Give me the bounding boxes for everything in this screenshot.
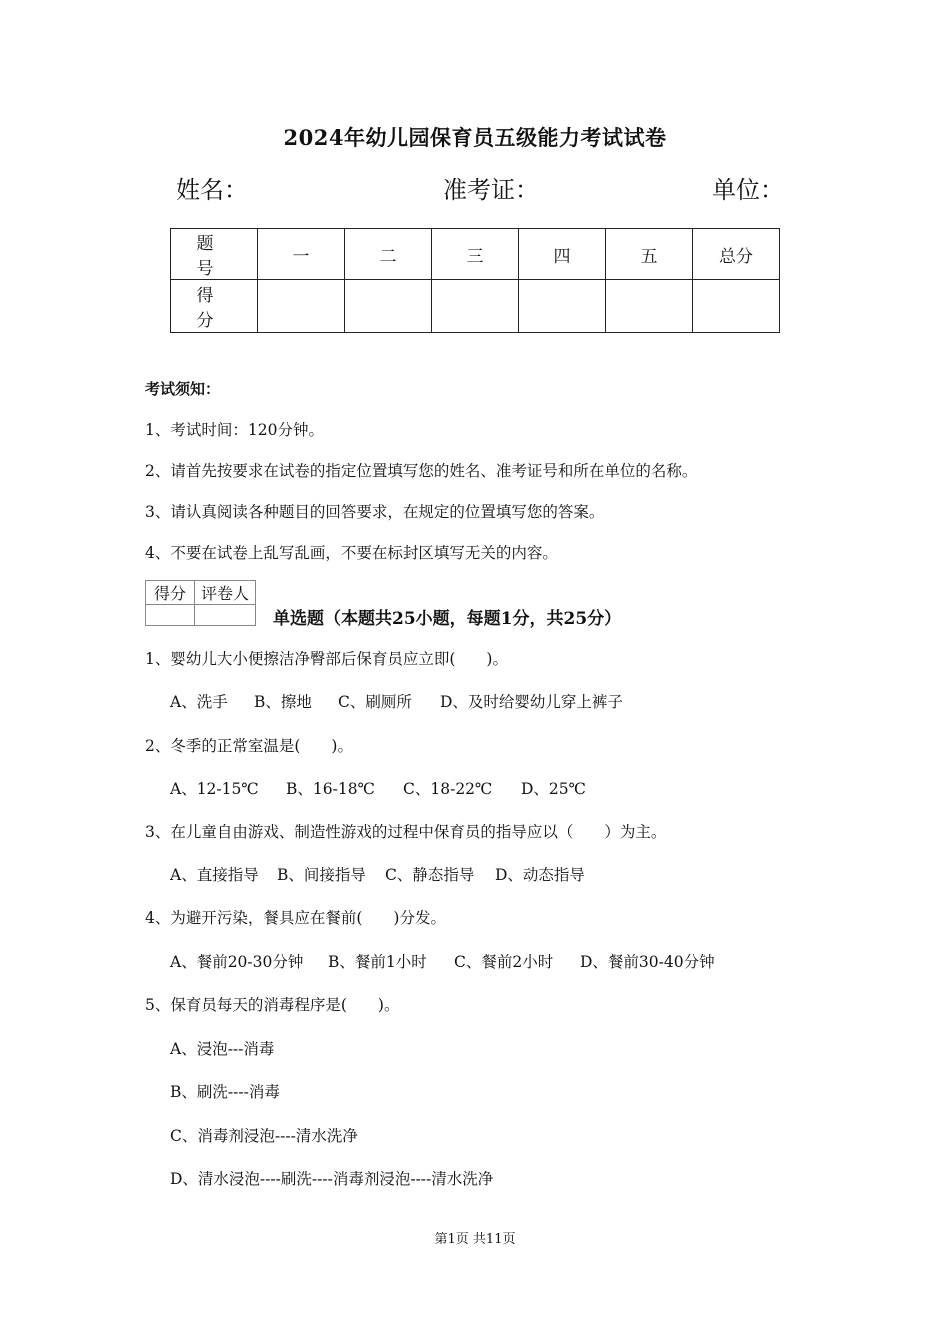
page-title: 2024年幼儿园保育员五级能力考试试卷	[283, 125, 667, 150]
question-options	[170, 950, 715, 972]
score-input-cell[interactable]	[606, 280, 693, 333]
question-options	[170, 690, 623, 712]
name-field-label: 姓名：	[176, 176, 248, 204]
question-stem: 5、保育员每天的消毒程序是( )。	[145, 996, 400, 1014]
option: A、直接指导	[170, 866, 259, 884]
score-input-cell[interactable]	[519, 280, 606, 333]
option: B、16-18℃	[286, 780, 375, 798]
option: B、餐前1小时	[328, 953, 427, 971]
notice-item: 3、请认真阅读各种题目的回答要求，在规定的位置填写您的答案。	[145, 503, 605, 521]
option: A、浸泡---消毒	[170, 1040, 275, 1058]
option: D、清水浸泡----刷洗----消毒剂浸泡----清水洗净	[170, 1170, 494, 1188]
option: A、12-15℃	[170, 780, 259, 798]
score-table-header-cell: 题 号	[171, 229, 258, 280]
grader-score-cell[interactable]	[146, 605, 195, 626]
score-row-label: 得 分	[171, 280, 258, 333]
option: B、擦地	[254, 693, 312, 711]
grader-box	[145, 580, 256, 626]
question-options	[170, 777, 586, 799]
option: C、18-22℃	[403, 780, 493, 798]
notice-item: 2、请首先按要求在试卷的指定位置填写您的姓名、准考证号和所在单位的名称。	[145, 462, 698, 480]
page-footer: 第1页 共11页	[434, 1232, 516, 1247]
grader-name-cell[interactable]	[195, 605, 256, 626]
notice-heading: 考试须知：	[145, 380, 221, 398]
question-stem: 2、冬季的正常室温是( )。	[145, 737, 353, 755]
question-options	[170, 863, 585, 885]
score-table-header-cell: 五	[606, 229, 693, 280]
notice-item: 1、考试时间：120分钟。	[145, 421, 324, 439]
question-stem: 3、在儿童自由游戏、制造性游戏的过程中保育员的指导应以（ ）为主。	[145, 823, 667, 841]
score-table-score-row	[171, 280, 780, 333]
grader-name-label: 评卷人	[195, 581, 256, 605]
option: C、刷厕所	[338, 693, 412, 711]
score-table-header-cell: 三	[432, 229, 519, 280]
option: B、刷洗----消毒	[170, 1083, 280, 1101]
option: C、消毒剂浸泡----清水洗净	[170, 1127, 358, 1145]
option: D、餐前30-40分钟	[580, 953, 715, 971]
score-input-cell[interactable]	[432, 280, 519, 333]
score-table-header-cell: 一	[258, 229, 345, 280]
option: D、25℃	[521, 780, 586, 798]
score-table-header-cell: 总分	[693, 229, 780, 280]
score-input-cell[interactable]	[345, 280, 432, 333]
question-stem: 4、为避开污染，餐具应在餐前( )分发。	[145, 909, 446, 927]
option: D、及时给婴幼儿穿上裤子	[440, 693, 623, 711]
score-table-header-cell: 四	[519, 229, 606, 280]
notice-item: 4、不要在试卷上乱写乱画，不要在标封区填写无关的内容。	[145, 544, 558, 562]
option: C、餐前2小时	[454, 953, 554, 971]
score-table	[170, 228, 780, 333]
unit-field-label: 单位：	[712, 176, 784, 204]
exam-number-field-label: 准考证：	[443, 176, 539, 204]
option: A、餐前20-30分钟	[170, 953, 304, 971]
section-title: 单选题（本题共25小题，每题1分，共25分）	[273, 609, 622, 629]
option: B、间接指导	[277, 866, 366, 884]
score-table-header-row	[171, 229, 780, 280]
option: C、静态指导	[385, 866, 475, 884]
score-table-header-cell: 二	[345, 229, 432, 280]
grader-score-label: 得分	[146, 581, 195, 605]
score-input-cell[interactable]	[258, 280, 345, 333]
question-stem: 1、婴幼儿大小便擦洁净臀部后保育员应立即( )。	[145, 650, 508, 668]
score-input-cell[interactable]	[693, 280, 780, 333]
option: A、洗手	[170, 693, 228, 711]
option: D、动态指导	[495, 866, 585, 884]
